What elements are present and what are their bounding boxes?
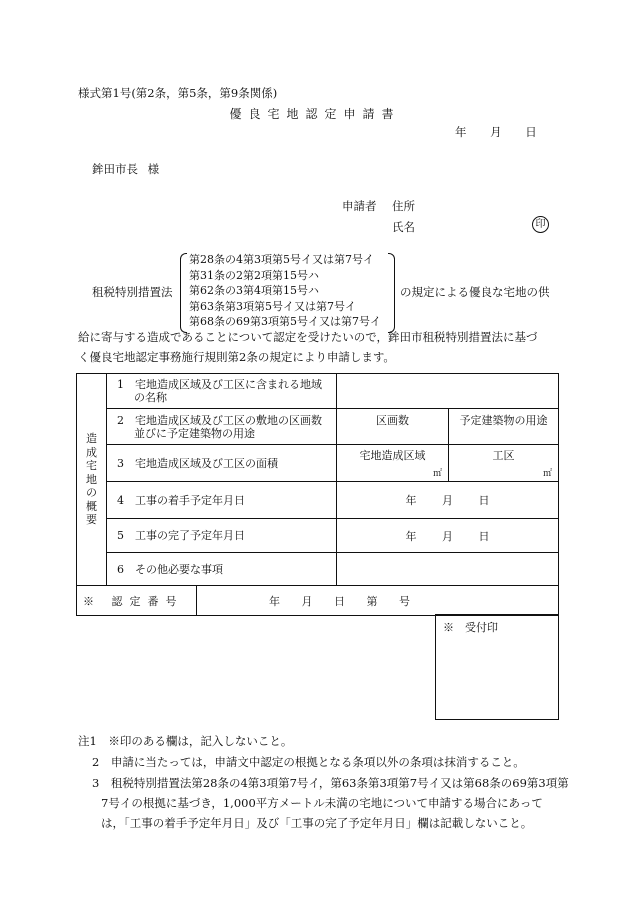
applicant-name-label: 氏名 (392, 220, 415, 234)
building-use-cell[interactable]: 予定建築物の用途 (449, 409, 559, 445)
clause-item: 第68条の69第3項第5号イ又は第7号イ (189, 315, 381, 328)
clause-list (189, 252, 381, 330)
note-3-cont: 7号イの根拠に基づき，1,000平方メートル未満の宅地について申請する場合にあって (101, 796, 543, 810)
clause-item: 第63条第3項第5号イ又は第7号イ (189, 299, 356, 313)
end-date-cell[interactable]: 年 月 日 (337, 519, 559, 553)
row-2-label: 2 宅地造成区域及び工区の敷地の区画数 並びに予定建築物の用途 (107, 409, 337, 445)
law-name: 租税特別措置法 (92, 285, 173, 299)
applicant-address-label: 住所 (392, 199, 415, 213)
intro-tail: の規定による優良な宅地の供 (400, 285, 550, 299)
row-5-label: 5 工事の完了予定年月日 (107, 519, 337, 553)
applicant-label: 申請者 (342, 199, 377, 213)
cert-number-value: 年 月 日 第 号 (197, 586, 559, 616)
development-area-cell[interactable]: 宅地造成区域 ㎡ (337, 445, 449, 482)
other-matters-cell[interactable] (337, 553, 559, 586)
note-3: 3 租税特別措置法第28条の4第3項第7号イ，第63条第3項第7号イ又は第68条の69第3項第 (92, 776, 569, 790)
row-6-label: 6 その他必要な事項 (107, 553, 337, 586)
row-1-value[interactable] (337, 374, 559, 409)
plot-count-cell[interactable]: 区画数 (337, 409, 449, 445)
cert-number-label: ※ 認定番号 (77, 586, 197, 616)
bracket-left (180, 253, 187, 333)
side-label: 造 成 宅 地 の 概 要 (77, 374, 107, 586)
clause-item: 第28条の4第3項第5号イ又は第7号イ (189, 253, 374, 266)
overview-table (76, 373, 559, 616)
clause-item: 第31条の2第2項第15号ハ (189, 268, 319, 282)
note-2: 2 申請に当たっては，申請文中認定の根拠となる条項以外の条項は抹消すること。 (92, 755, 525, 769)
start-date-cell[interactable]: 年 月 日 (337, 482, 559, 519)
note-3-cont: は，「工事の着手予定年月日」及び「工事の完了予定年月日」欄は記載しないこと。 (101, 816, 533, 830)
form-id: 様式第1号(第2条，第5条，第9条関係) (78, 86, 278, 100)
section-area-cell[interactable]: 工区 ㎡ (449, 445, 559, 482)
seal-icon: 印 (532, 216, 549, 233)
application-date: 年 月 日 (455, 125, 537, 139)
clause-item: 第62条の3第4項第15号ハ (189, 284, 319, 297)
page-title: 優良宅地認定申請書 (229, 107, 401, 121)
intro-line-3: く優良宅地認定事務施行規則第2条の規定により申請します。 (78, 350, 395, 364)
row-4-label: 4 工事の着手予定年月日 (107, 482, 337, 519)
intro-line-2: 給に寄与する造成であることについて認定を受けたいので，鉾田市租税特別措置法に基づ (78, 330, 538, 344)
addressee: 鉾田市長 様 (92, 162, 160, 176)
row-3-label: 3 宅地造成区域及び工区の面積 (107, 445, 337, 482)
bracket-right (388, 253, 395, 333)
note-1: 注1 ※印のある欄は，記入しないこと。 (78, 734, 293, 748)
row-1-label: 1 宅地造成区域及び工区に含まれる地域 の名称 (107, 374, 337, 409)
reception-stamp-label: ※ 受付印 (443, 621, 498, 634)
